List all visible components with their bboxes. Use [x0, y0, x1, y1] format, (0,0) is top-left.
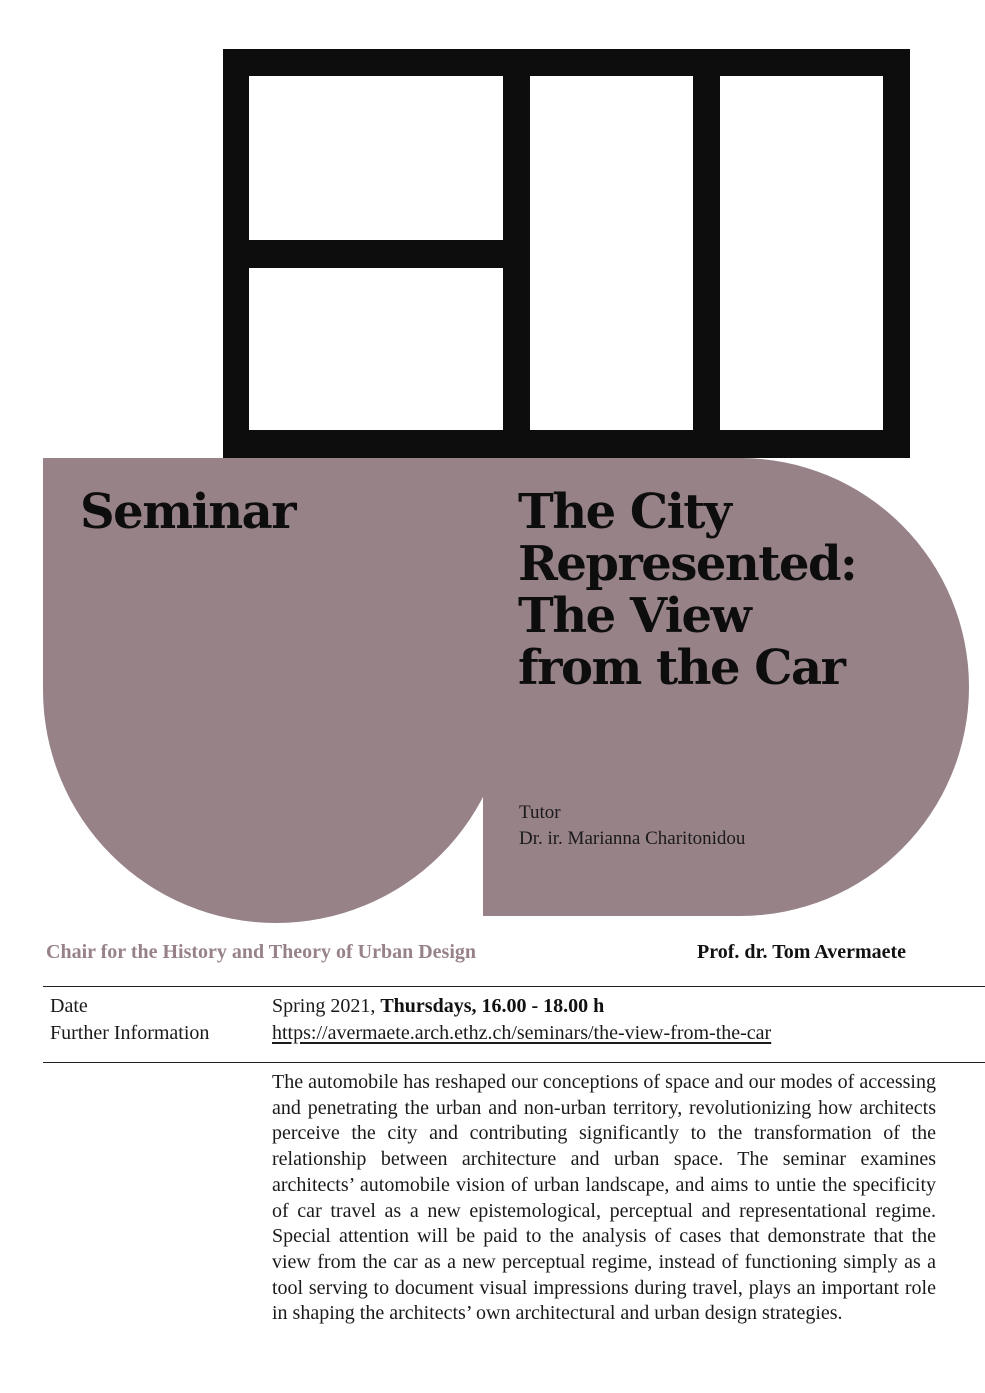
date-time: Thursdays, 16.00 - 18.00 h — [380, 995, 605, 1017]
title-line: from the Car — [518, 640, 845, 696]
tutor-name: Dr. ir. Marianna Charitonidou — [519, 828, 746, 849]
seminar-description: The automobile has reshaped our conceptions of space and our modes of accessing and penetrating the urban and non-urban territory, revolutionizing how architects perceive the city and contributing significantly to the transformation of the relationship between architecture and urban space. The seminar examines architects’ automobile vision of urban landscape, and aims to untie the specificity of car travel as a new epistemological, perceptual and representational regime. Special attention will be paid to the analysis of cases that demonstrate that the view from the car as a new perceptual regime, instead of functioning simply as a tool serving to document visual impressions during travel, plays an important role in shaping the architects’ own architectural and urban design strategies. — [272, 1071, 936, 1325]
further-info-link[interactable]: https://avermaete.arch.ethz.ch/seminars/the-view-from-the-car — [272, 1022, 772, 1044]
date-value — [272, 993, 604, 1020]
seminar-title — [518, 486, 938, 694]
date-season: Spring 2021, — [272, 995, 381, 1017]
title-line: The View — [518, 588, 751, 644]
professor-name: Prof. dr. Tom Avermaete — [697, 941, 907, 963]
title-line: The City — [518, 484, 731, 540]
seminar-label: Seminar — [80, 484, 296, 540]
date-label: Date — [50, 995, 88, 1017]
window-frame-icon — [223, 49, 910, 458]
chair-name: Chair for the History and Theory of Urban Design — [46, 941, 477, 963]
tutor-heading: Tutor — [519, 802, 561, 823]
divider — [43, 986, 985, 987]
further-info-label: Further Information — [50, 1022, 210, 1044]
tutor-block — [519, 800, 745, 852]
divider — [43, 1062, 985, 1063]
title-line: Represented: — [518, 536, 857, 592]
